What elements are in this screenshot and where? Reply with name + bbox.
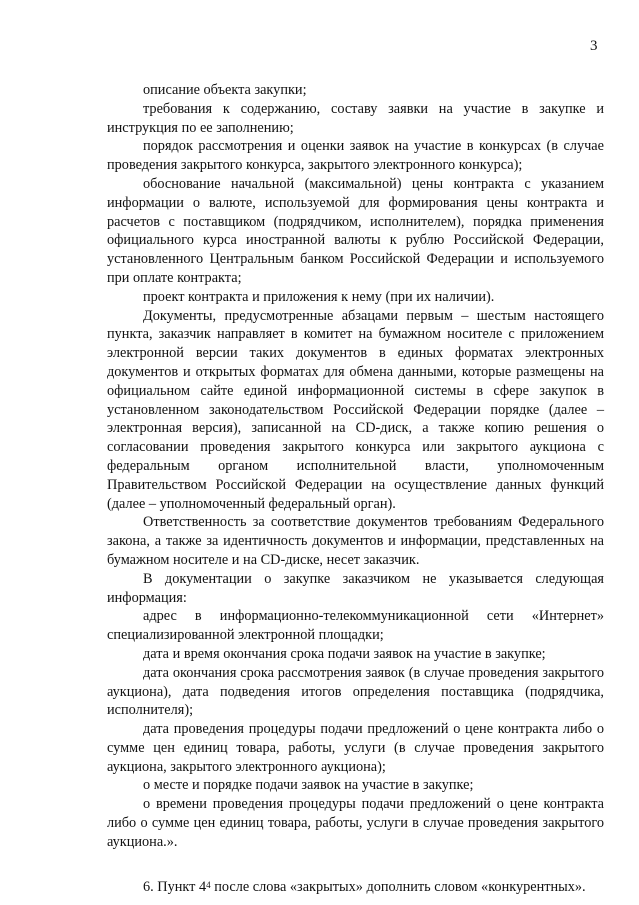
paragraph: В документации о закупке заказчиком не указывается следующая информация: [107, 570, 604, 606]
paragraph: дата и время окончания срока подачи заявок на участие в закупке; [143, 645, 546, 662]
paragraph: о месте и порядке подачи заявок на участие в закупке; [143, 777, 474, 794]
paragraph: адрес в информационно-телекоммуникационной сети «Интернет» специализированной электронной площадки; [107, 608, 604, 644]
document-body [107, 81, 604, 896]
paragraph: о времени проведения процедуры подачи предложений о цене контракта либо о сумме цен единиц товара, работы, услуги в случае проведения закрытого аукциона.». [107, 796, 604, 850]
amendment-prefix: 6. Пункт 4 [143, 878, 207, 895]
amendment-text: после слова «закрытых» дополнить словом «конкурентных». [210, 878, 586, 895]
paragraph: Ответственность за соответствие документов требованиям Федерального закона, а также за идентичность документов и информации, представленных на бумажном носителе и на CD-диске, несет заказчик. [107, 514, 604, 568]
paragraph: порядок рассмотрения и оценки заявок на участие в конкурсах (в случае проведения закрытого конкурса, закрытого электронного конкурса); [107, 138, 604, 174]
paragraph: требования к содержанию, составу заявки на участие в закупке и инструкция по ее заполнению; [107, 100, 604, 136]
page-number: 3 [590, 38, 598, 54]
paragraph: дата окончания срока рассмотрения заявок (в случае проведения закрытого аукциона), дата подведения итогов определения поставщика (подрядчика, исполнителя); [107, 664, 604, 719]
paragraph: описание объекта закупки; [143, 82, 307, 98]
paragraph: обоснование начальной (максимальной) цены контракта с указанием информации о валюте, используемой для формирования цены контракта и расчетов с поставщиком (подрядчиком, исполнителем), порядка применения официального курса иностранной валюты к рублю Российской Федерации, установленного Центральным банком Российской Федерации и используемого при оплате контракта; [107, 175, 604, 286]
section-spacer [107, 852, 604, 878]
paragraph: дата проведения процедуры подачи предложений о цене контракта либо о сумме цен единиц товара, работы, услуги (в случае проведения закрытого аукциона, закрытого электронного аукциона); [107, 721, 604, 775]
amendment-item [107, 878, 604, 897]
paragraph: проект контракта и приложения к нему (при их наличии). [143, 288, 495, 305]
paragraph: Документы, предусмотренные абзацами первым – шестым настоящего пункта, заказчик направляет в комитет на бумажном носителе с приложением электронной версии таких документов в единых форматах электронных документов и открытых форматах для обмена данными, которые размещены на официальном сайте единой информационной системы в сфере закупок в установленном законодательством Российской Федерации порядке (далее – электронная версия), записанной на CD-диск, а также копию решения о согласовании проведения закрытого конкурса или закрытого аукциона с федеральным органом исполнительной власти, уполномоченным Правительством Российской Федерации на осуществление данных функций (далее – уполномоченный федеральный орган). [107, 307, 604, 512]
amendment-superscript: 4 [206, 879, 211, 890]
